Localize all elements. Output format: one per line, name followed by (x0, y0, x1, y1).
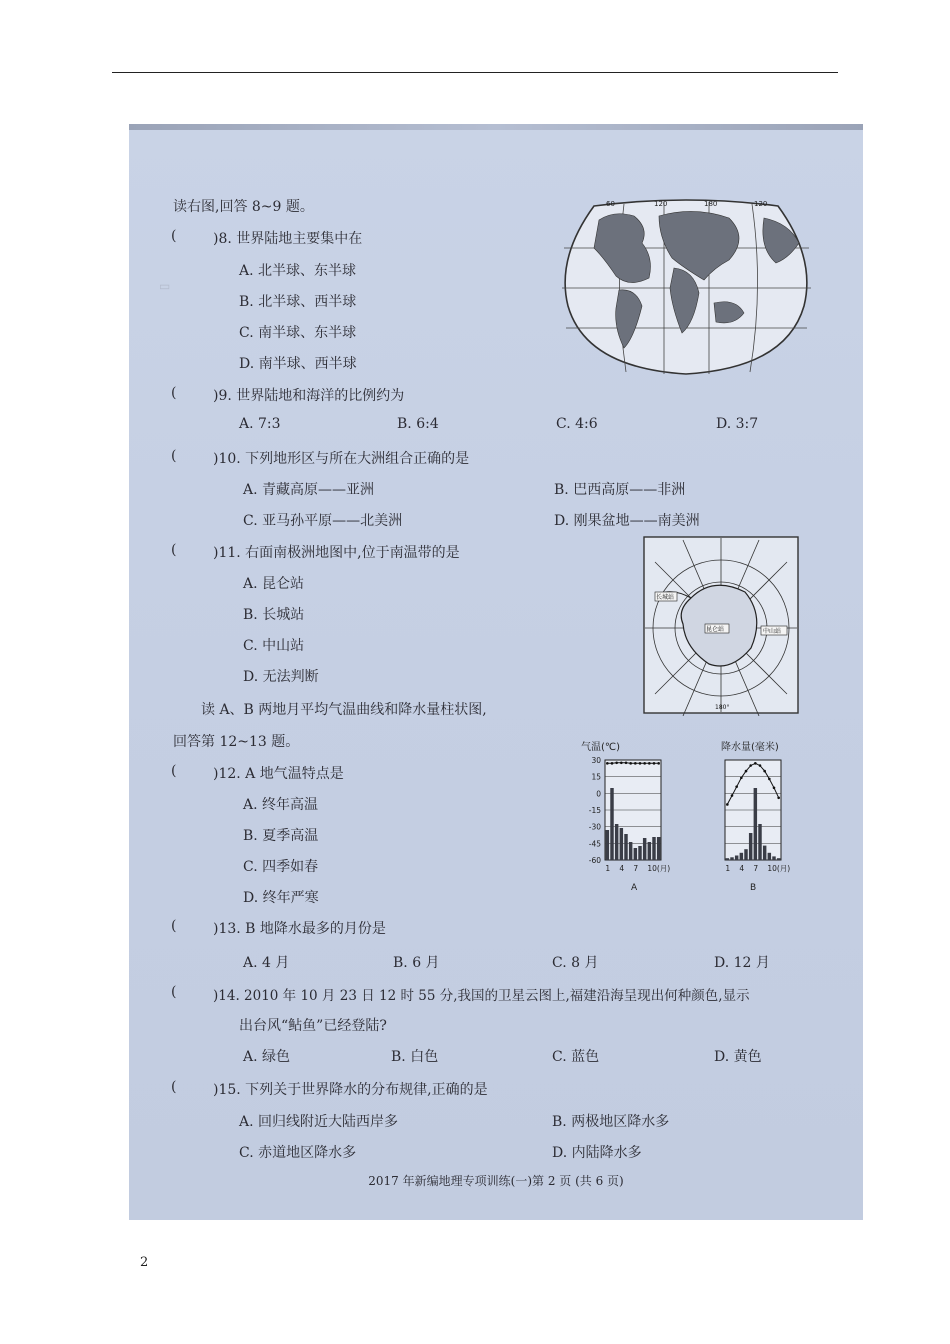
q9-option-a[interactable]: A. 7:3 (239, 416, 281, 432)
q9-option-c[interactable]: C. 4:6 (556, 416, 598, 432)
chart-b-precip-bar (735, 856, 738, 861)
chart-b-x-tick: 10(月) (767, 864, 791, 873)
chart-a-precip-bar (657, 837, 660, 860)
q12-option-c[interactable]: C. 四季如春 (243, 859, 319, 875)
q11-stem: )11. 右面南极洲地图中,位于南温带的是 (213, 545, 460, 561)
chart-b-precip-bar (730, 857, 733, 860)
chart-a-precip-bar (648, 842, 651, 860)
q12-stem: )12. A 地气温特点是 (213, 766, 344, 782)
chart-b-precip-bar (763, 846, 766, 860)
q11-option-b[interactable]: B. 长城站 (243, 607, 305, 623)
intro-12-13-line2: 回答第 12~13 题。 (173, 734, 300, 750)
lon-label-60: 60 (606, 200, 615, 208)
chart-a-precip-bar (610, 788, 613, 860)
q14-option-d[interactable]: D. 黄色 (714, 1049, 762, 1065)
chart-a-y-tick: -30 (588, 822, 601, 832)
q14-option-b[interactable]: B. 白色 (391, 1049, 439, 1065)
climate-chart-ab (569, 738, 799, 908)
page-number: 2 (140, 1255, 149, 1270)
q9-stem: )9. 世界陆地和海洋的比例约为 (213, 388, 405, 404)
intro-12-13-line1: 读 A、B 两地月平均气温曲线和降水量柱状图, (201, 702, 487, 718)
chart-a-label: A (631, 883, 638, 893)
q8-option-c[interactable]: C. 南半球、东半球 (239, 325, 357, 341)
q10-option-d[interactable]: D. 刚果盆地——南美洲 (554, 513, 700, 529)
q8-option-d[interactable]: D. 南半球、西半球 (239, 356, 357, 372)
chart-a-title: 气温(℃) (581, 742, 621, 753)
q13-option-a[interactable]: A. 4 月 (243, 955, 290, 971)
q11-answer-blank[interactable]: ( (171, 542, 177, 558)
q8-option-a[interactable]: A. 北半球、东半球 (239, 263, 357, 279)
lon-label-120w: 120 (754, 200, 768, 208)
q13-answer-blank[interactable]: ( (171, 918, 177, 934)
chart-a-y-tick: -45 (588, 839, 601, 849)
chart-a-x-tick: 1 (605, 864, 611, 873)
chart-b-x-tick: 1 (725, 864, 731, 873)
q14-option-c[interactable]: C. 蓝色 (552, 1049, 600, 1065)
chart-b-title: 降水量(毫米) (721, 742, 779, 753)
chart-b-precip-bar (749, 833, 752, 860)
station-zhongshan: 中山站 (763, 628, 782, 635)
q10-answer-blank[interactable]: ( (171, 448, 177, 464)
intro-8-9: 读右图,回答 8~9 题。 (173, 199, 314, 215)
q13-stem: )13. B 地降水最多的月份是 (213, 921, 386, 937)
chart-a-precip-bar (652, 837, 655, 860)
q13-option-d[interactable]: D. 12 月 (714, 955, 770, 971)
q11-option-a[interactable]: A. 昆仑站 (243, 576, 305, 592)
chart-a-temp-line (607, 763, 658, 764)
chart-a-y-tick: 30 (591, 756, 601, 765)
q10-option-b[interactable]: B. 巴西高原——非洲 (554, 482, 686, 498)
page-footer: 2017 年新编地理专项训练(一)第 2 页 (共 6 页) (368, 1174, 624, 1188)
q13-option-c[interactable]: C. 8 月 (552, 955, 599, 971)
q9-option-b[interactable]: B. 6:4 (397, 416, 439, 432)
q10-stem: )10. 下列地形区与所在大洲组合正确的是 (213, 451, 470, 467)
q15-option-c[interactable]: C. 赤道地区降水多 (239, 1145, 357, 1161)
chart-b-precip-bar (726, 858, 729, 860)
chart-b-x-tick: 4 (739, 864, 745, 873)
q10-option-c[interactable]: C. 亚马孙平原——北美洲 (243, 513, 403, 529)
lon-label-180: 180 (704, 200, 718, 208)
chart-b-precip-bar (740, 853, 743, 860)
q8-stem: )8. 世界陆地主要集中在 (213, 231, 363, 247)
q10-option-a[interactable]: A. 青藏高原——亚洲 (243, 482, 375, 498)
q8-answer-blank[interactable]: ( (171, 228, 177, 244)
station-great-wall: 长城站 (656, 594, 675, 601)
chart-a-x-tick: 10(月) (647, 864, 671, 873)
chart-a (589, 756, 671, 873)
q15-option-b[interactable]: B. 两极地区降水多 (552, 1114, 670, 1130)
chart-a-precip-bar (629, 842, 632, 860)
q14-stem-line2: 出台风“鲇鱼”已经登陆? (239, 1018, 387, 1034)
chart-a-x-tick: 4 (619, 864, 625, 873)
chart-a-precip-bar (638, 846, 641, 860)
chart-b-x-tick: 7 (753, 864, 759, 873)
chart-b-precip-bar (772, 856, 775, 860)
q8-option-b[interactable]: B. 北半球、西半球 (239, 294, 357, 310)
q12-answer-blank[interactable]: ( (171, 763, 177, 779)
chart-a-precip-bar (643, 838, 646, 860)
q15-option-d[interactable]: D. 内陆降水多 (552, 1145, 642, 1161)
chart-a-y-tick: 15 (591, 772, 601, 782)
q11-option-d[interactable]: D. 无法判断 (243, 669, 319, 685)
chart-a-y-tick: -15 (588, 806, 601, 815)
q15-answer-blank[interactable]: ( (171, 1079, 177, 1095)
antarctic-map (643, 536, 799, 716)
chart-b-label: B (750, 883, 757, 893)
q9-option-d[interactable]: D. 3:7 (716, 416, 759, 432)
q12-option-b[interactable]: B. 夏季高温 (243, 828, 319, 844)
station-kunlun: 昆仑站 (706, 626, 725, 633)
lon-label-120: 120 (654, 200, 668, 208)
chart-a-precip-bar (615, 824, 618, 860)
q14-stem: )14. 2010 年 10 月 23 日 12 时 55 分,我国的卫星云图上,福建沿海呈现出何种颜色,显示 (213, 988, 750, 1004)
chart-a-precip-bar (620, 828, 623, 860)
chart-b (725, 760, 790, 873)
chart-b-precip-bar (777, 858, 780, 860)
chart-b-precip-bar (744, 849, 747, 860)
chart-a-y-tick: 0 (596, 789, 601, 799)
lon-180-label: 180° (715, 704, 730, 711)
chart-b-precip-bar (768, 853, 771, 860)
chart-a-y-tick: -60 (588, 856, 601, 865)
q14-answer-blank[interactable]: ( (171, 984, 177, 1000)
chart-b-precip-bar (754, 788, 757, 860)
chart-a-precip-bar (606, 830, 609, 860)
q12-option-a[interactable]: A. 终年高温 (243, 797, 319, 813)
q14-option-a[interactable]: A. 绿色 (243, 1049, 291, 1065)
chart-b-precip-bar (758, 824, 761, 860)
q9-answer-blank[interactable]: ( (171, 385, 177, 401)
q11-option-c[interactable]: C. 中山站 (243, 638, 305, 654)
chart-a-precip-bar (634, 848, 637, 860)
world-map (554, 198, 819, 378)
chart-a-precip-bar (624, 834, 627, 860)
header-rule (112, 72, 838, 73)
scanned-page: ▭ 读右图,回答 8~9 题。 ( )8. 世界陆地主要集中在 A. 北半球、东半球 B. 北半球、西半球 C. 南半球、东半球 D. 南半球、西半球 60 120 180 120 ( )9. 世界陆地和海洋的比例约为 A. 7:3 B. 6:4 C. 4:6 D. 3:7 ( )10. 下列地形区与所在大洲组合正确的是 A. 青藏高原——亚洲 B. 巴西高原——非洲 C. 亚马孙平原——北美洲 D. 刚果盆地——南美洲 ( )11. 右面南极洲地图中,位于南温带的是 A. 昆仑站 B. 长城站 C. 中山站 D. 无法判断 长城站 昆仑站 中山站 180° 读 A、B 两地月平均气温曲线和降水量柱状图, 回答第 12~13 题。 ( )12. A 地气温特点是 A. 终年高温 B. 夏季高温 C. 四季如春 D. 终年严寒 气温(℃) 降水量(毫米) 30 15 0 -15 -30 -45 -60 1 4 7 10(月) 1 4 7 10(月) A B ( )13. B 地降水最多的月份是 A. 4 月 B. 6 月 C. 8 月 D. 12 月 ( )14. 2010 年 10 月 23 日 12 时 55 分,我国的卫星云图上,福建沿海呈现出何种颜色,显示 出台风“鲇鱼”已经登陆? A. 绿色 B. 白色 C. 蓝色 D. 黄色 ( )15. 下列关于世界降水的分布规律,正确的是 A. 回归线附近大陆西岸多 B. 两极地区降水多 C. 赤道地区降水多 D. 内陆降水多 2017 年新编地理专项训练(一)第 2 页 (共 6 页) (129, 124, 863, 1220)
q13-option-b[interactable]: B. 6 月 (393, 955, 440, 971)
q12-option-d[interactable]: D. 终年严寒 (243, 890, 319, 906)
q15-option-a[interactable]: A. 回归线附近大陆西岸多 (239, 1114, 399, 1130)
chart-a-x-tick: 7 (633, 864, 639, 873)
q15-stem: )15. 下列关于世界降水的分布规律,正确的是 (213, 1082, 488, 1098)
